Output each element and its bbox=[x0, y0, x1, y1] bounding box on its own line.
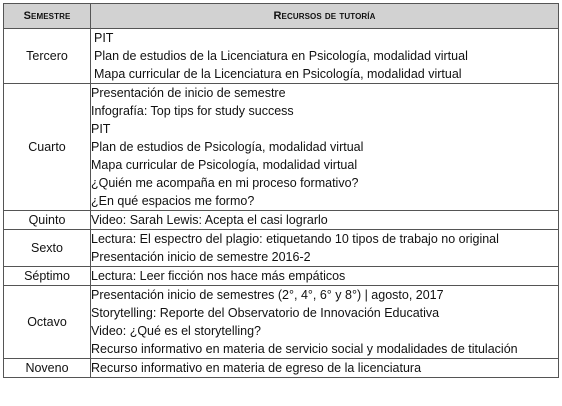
resource-item: Mapa curricular de Psicología, modalidad virtual bbox=[91, 158, 358, 172]
resource-item: Mapa curricular de la Licenciatura en Psicología, modalidad virtual bbox=[94, 67, 462, 81]
resource-item: PIT bbox=[91, 122, 111, 136]
resources-column-header: Recursos de tutoría bbox=[91, 4, 559, 29]
table-row bbox=[4, 29, 559, 84]
table-body bbox=[4, 29, 559, 378]
resource-item: Plan de estudios de la Licenciatura en Psicología, modalidad virtual bbox=[94, 49, 468, 63]
semester-cell: Sexto bbox=[4, 230, 91, 267]
semester-cell: Séptimo bbox=[4, 267, 91, 286]
resources-cell bbox=[91, 267, 559, 286]
semester-cell: Quinto bbox=[4, 211, 91, 230]
resource-item: Infografía: Top tips for study success bbox=[91, 104, 294, 118]
resources-cell bbox=[91, 211, 559, 230]
table-row bbox=[4, 286, 559, 359]
resource-item: Presentación de inicio de semestre bbox=[91, 86, 286, 100]
resources-cell bbox=[91, 230, 559, 267]
resource-item: ¿Quién me acompaña en mi proceso formativo? bbox=[91, 176, 359, 190]
resource-item: Recurso informativo en materia de servicio social y modalidades de titulación bbox=[91, 342, 518, 356]
resource-item: ¿En qué espacios me formo? bbox=[91, 194, 255, 208]
semester-cell: Cuarto bbox=[4, 84, 91, 211]
table-row bbox=[4, 230, 559, 267]
table-row bbox=[4, 84, 559, 211]
tutoring-resources-table bbox=[3, 3, 559, 378]
resources-cell bbox=[91, 286, 559, 359]
resource-item: Presentación inicio de semestres (2°, 4°, 6° y 8°) | agosto, 2017 bbox=[91, 288, 444, 302]
resources-cell bbox=[91, 359, 559, 378]
semester-cell: Octavo bbox=[4, 286, 91, 359]
resource-item: Lectura: Leer ficción nos hace más empáticos bbox=[91, 269, 346, 283]
resources-cell bbox=[91, 84, 559, 211]
resource-item: Presentación inicio de semestre 2016-2 bbox=[91, 250, 311, 264]
resource-item: Video: Sarah Lewis: Acepta el casi lograrlo bbox=[91, 213, 328, 227]
resource-item: PIT bbox=[94, 31, 114, 45]
semester-cell: Tercero bbox=[4, 29, 91, 84]
resource-item: Storytelling: Reporte del Observatorio de Innovación Educativa bbox=[91, 306, 440, 320]
resource-item: Video: ¿Qué es el storytelling? bbox=[91, 324, 262, 338]
semester-cell: Noveno bbox=[4, 359, 91, 378]
table-row bbox=[4, 211, 559, 230]
resource-item: Plan de estudios de Psicología, modalidad virtual bbox=[91, 140, 364, 154]
resource-item: Recurso informativo en materia de egreso de la licenciatura bbox=[91, 361, 422, 375]
table-row bbox=[4, 359, 559, 378]
table-row bbox=[4, 267, 559, 286]
semester-column-header: Semestre bbox=[4, 4, 91, 29]
resources-cell bbox=[91, 29, 559, 84]
table-header-row bbox=[4, 4, 559, 29]
resource-item: Lectura: El espectro del plagio: etiquetando 10 tipos de trabajo no original bbox=[91, 232, 499, 246]
